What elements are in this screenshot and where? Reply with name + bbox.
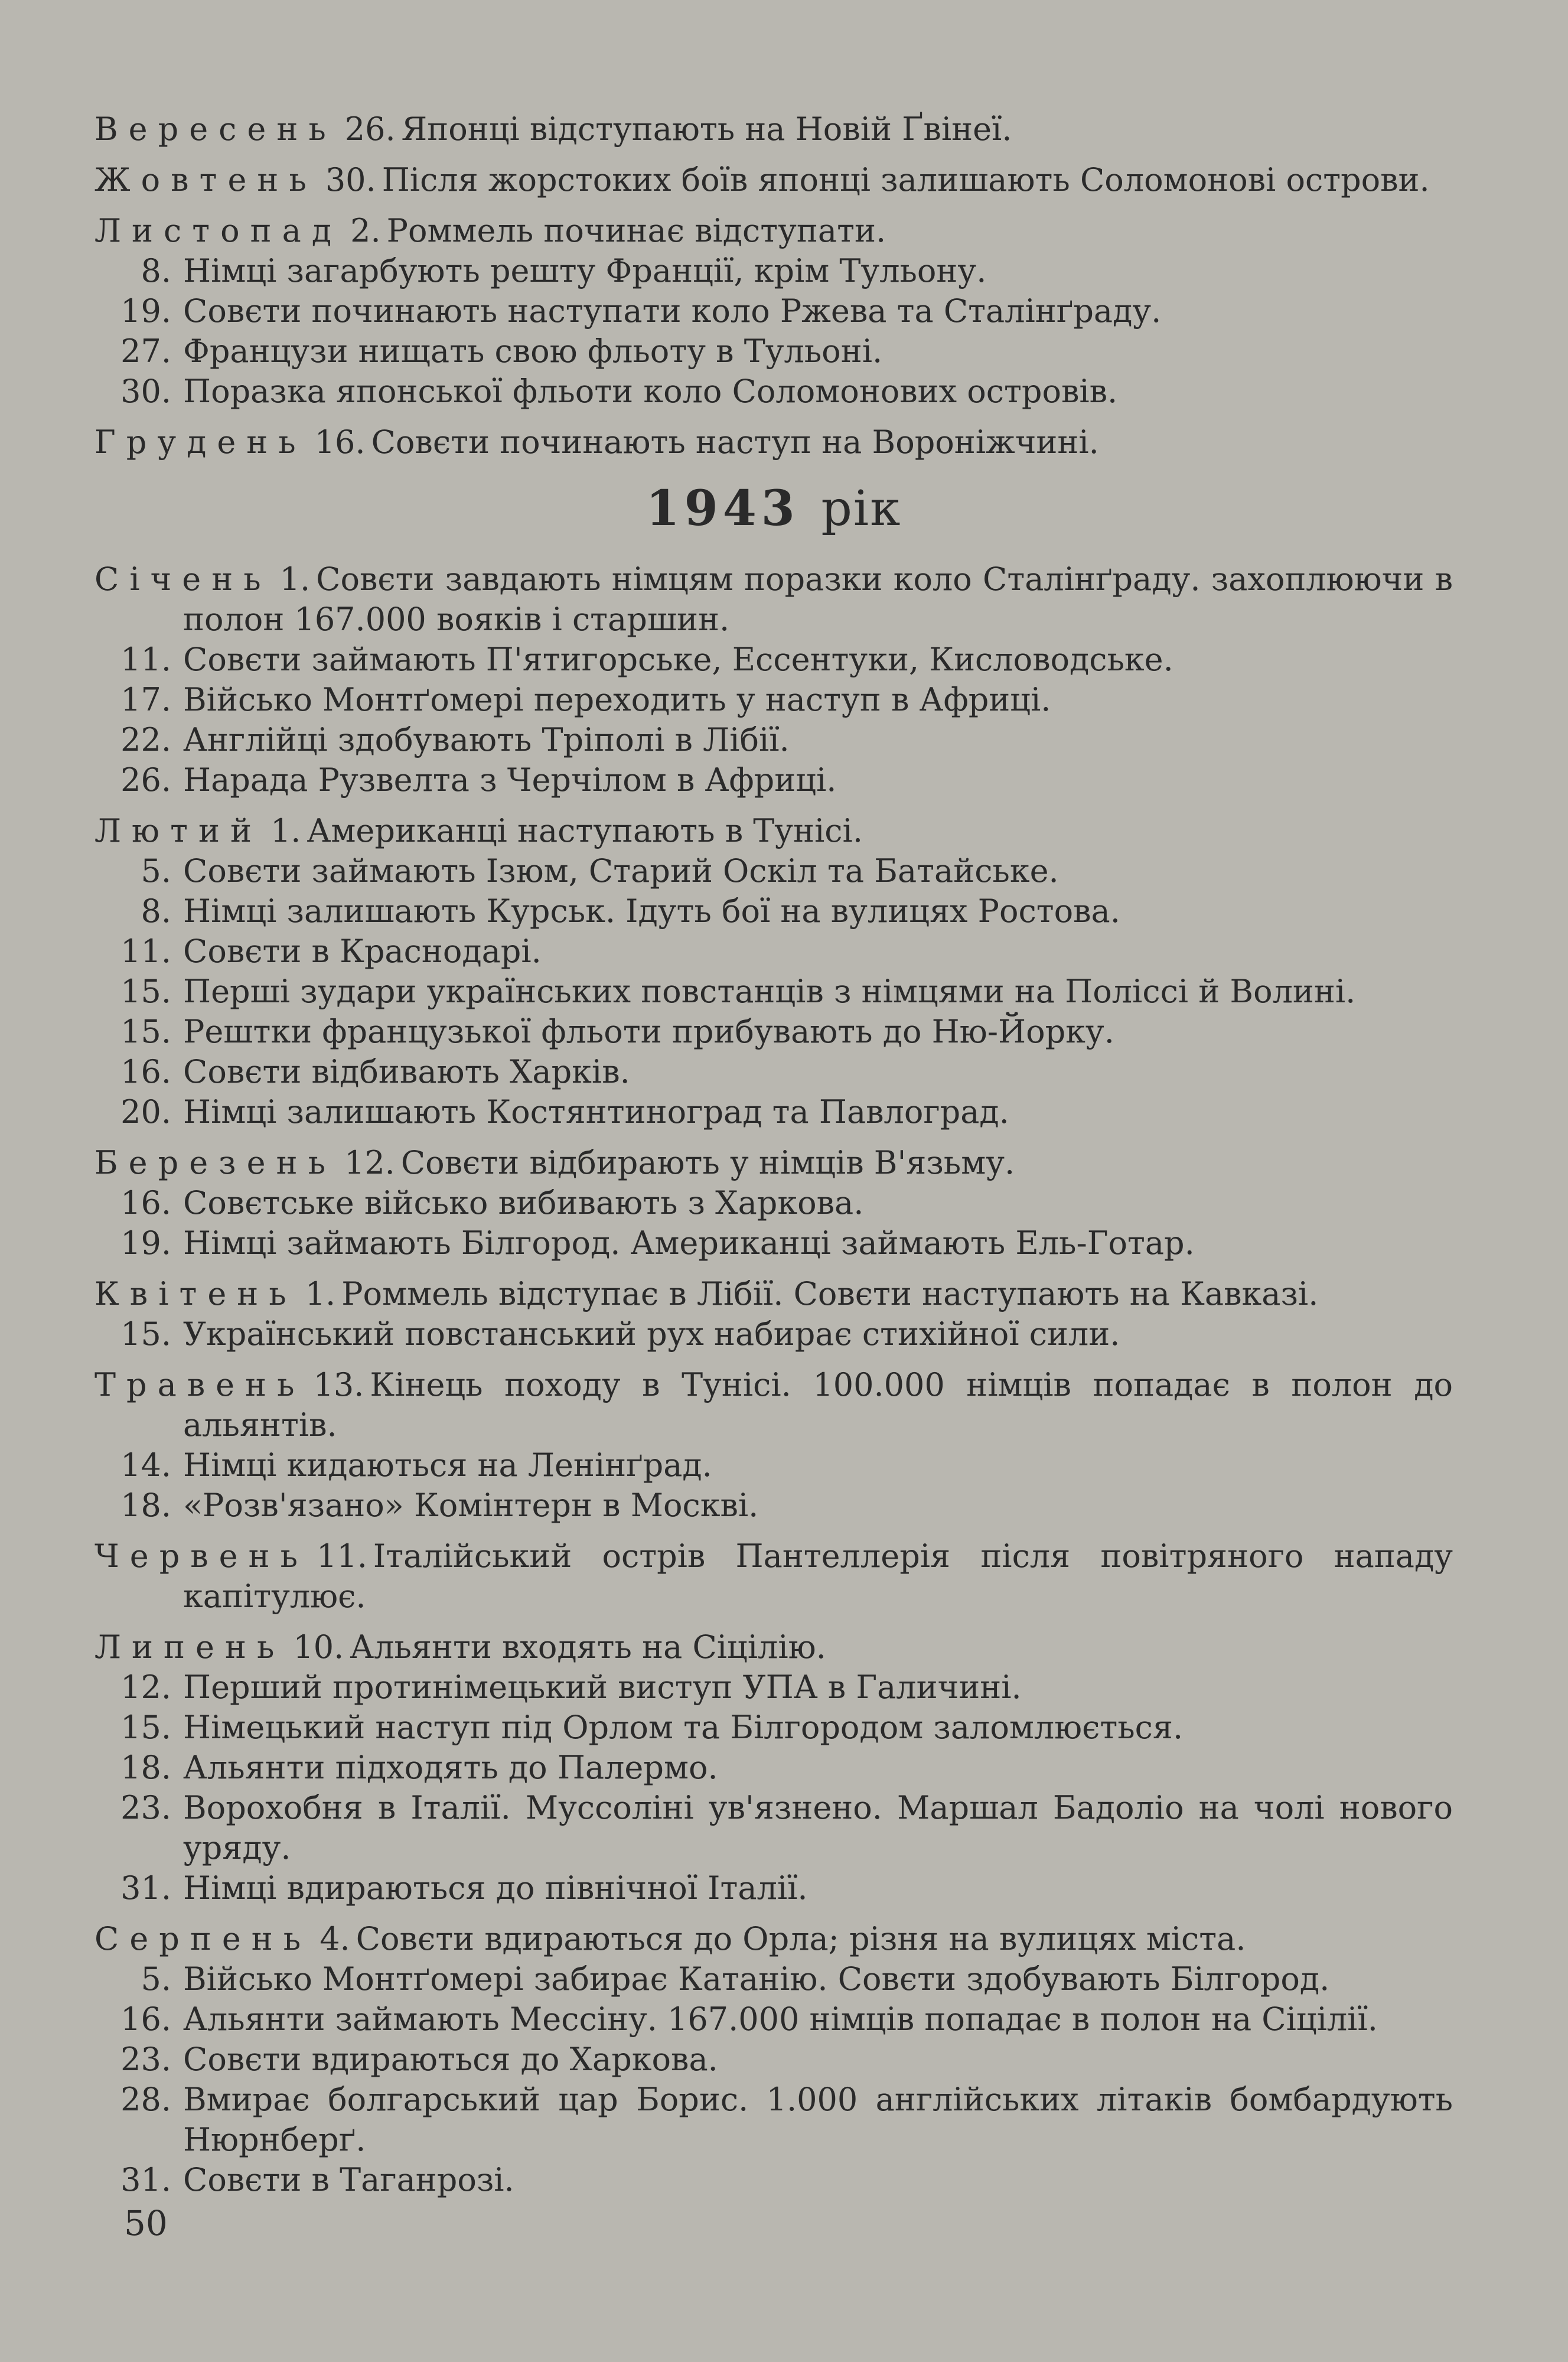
month-entry (94, 160, 1453, 200)
chronology-entry (94, 291, 1453, 331)
chronology-entry (94, 1788, 1453, 1868)
entry-text: Після жорстоких боїв японці залишають Соломонові острови. (382, 161, 1430, 198)
entry-text: Японці відступають на Новій Ґвінеї. (401, 110, 1012, 148)
month-gap (94, 800, 1453, 811)
entry-day: 15. (120, 1315, 171, 1353)
entry-text: Альянти входять на Сіцілію. (350, 1628, 826, 1666)
month-name: Листопад (94, 212, 343, 249)
entry-text: Поразка японської фльоти коло Соломонових островів. (183, 373, 1118, 410)
month-entry (94, 211, 1453, 251)
chronology-content (94, 109, 1453, 2200)
entry-day: 11. (120, 641, 171, 678)
entry-day: 27. (120, 333, 171, 370)
month-name: Червень (94, 1537, 309, 1575)
entry-text: Альянти підходять до Палермо. (183, 1749, 718, 1786)
entry-day: 18. (120, 1749, 171, 1786)
chronology-entry (94, 331, 1453, 372)
entry-text: Військо Монтґомері переходить у наступ в Африці. (183, 681, 1051, 718)
month-gap (94, 1132, 1453, 1143)
month-name: Квітень (94, 1275, 297, 1312)
entry-day: 16. (120, 2001, 171, 2038)
chronology-entry (94, 891, 1453, 931)
entry-text: Італійський острів Пантеллерія після повітряного нападу капітулює. (183, 1537, 1453, 1615)
entry-text: Совєти вдираються до Орла; різня на вулицях міста. (356, 1920, 1246, 1957)
entry-text: Совєти починають наступ на Вороніжчині. (371, 423, 1099, 461)
entry-text: Совєти вдираються до Харкова. (183, 2041, 718, 2078)
chronology-entry (94, 1999, 1453, 2040)
month-entry (94, 109, 1453, 149)
month-entry (94, 1274, 1453, 1314)
chronology-entry (94, 931, 1453, 972)
entry-text: Перший протинімецький виступ УПА в Галичині. (183, 1669, 1022, 1706)
month-entry (94, 559, 1453, 640)
month-entry (94, 1536, 1453, 1617)
entry-day: 23. (120, 1789, 171, 1826)
entry-day: 18. (120, 1487, 171, 1524)
entry-day: 1. (279, 561, 311, 598)
month-name: Лютий (94, 812, 262, 849)
entry-day: 11. (120, 933, 171, 970)
chronology-entry (94, 720, 1453, 760)
entry-text: Роммель починає відступати. (386, 212, 886, 249)
chronology-entry (94, 1868, 1453, 1908)
entry-day: 5. (141, 852, 171, 890)
entry-text: Нарада Рузвелта з Черчілом в Африці. (183, 761, 837, 799)
month-entry (94, 811, 1453, 851)
entry-day: 26. (120, 761, 171, 799)
entry-text: Англійці здобувають Тріполі в Лібії. (183, 721, 790, 758)
entry-day: 8. (141, 892, 171, 930)
entry-day: 15. (120, 973, 171, 1010)
year-number: 1943 (646, 480, 800, 537)
chronology-entry (94, 1748, 1453, 1788)
entry-day: 31. (120, 2161, 171, 2198)
chronology-entry (94, 851, 1453, 891)
chronology-entry (94, 1445, 1453, 1485)
entry-text: Совєти відбирають у німців В'язьму. (400, 1144, 1015, 1181)
month-gap (94, 1354, 1453, 1365)
entry-day: 16. (120, 1053, 171, 1090)
chronology-entry (94, 1052, 1453, 1092)
entry-day: 30. (325, 161, 376, 198)
entry-day: 8. (141, 252, 171, 289)
entry-text: Військо Монтґомері забирає Катанію. Совєти здобувають Білгород. (183, 1960, 1330, 1998)
month-entry (94, 1919, 1453, 1959)
chronology-entry (94, 1667, 1453, 1708)
chronology-entry (94, 1012, 1453, 1052)
entry-day: 28. (120, 2081, 171, 2118)
entry-day: 1. (270, 812, 301, 849)
year-suffix: рік (821, 481, 902, 537)
entry-text: Совєти займають П'ятигорське, Ессентуки, Кисловодське. (183, 641, 1173, 678)
entry-day: 11. (317, 1537, 367, 1575)
chronology-entry (94, 1314, 1453, 1354)
month-name: Березень (94, 1144, 336, 1181)
entry-day: 26. (344, 110, 396, 148)
entry-text: Кінець походу в Тунісі. 100.000 німців попадає в полон до альянтів. (183, 1366, 1453, 1444)
entry-text: Перші зудари українських повстанців з німцями на Поліссі й Волині. (183, 973, 1356, 1010)
entry-day: 1. (305, 1275, 336, 1312)
year-heading (94, 480, 1453, 537)
month-entry (94, 422, 1453, 462)
entry-text: Німці залишають Костянтиноград та Павлоград. (183, 1093, 1009, 1130)
chronology-entry (94, 1959, 1453, 1999)
month-gap (94, 1617, 1453, 1627)
entry-text: Совєти в Таганрозі. (183, 2161, 514, 2198)
month-entry (94, 1627, 1453, 1667)
entry-text: «Розв'язано» Комінтерн в Москві. (183, 1487, 759, 1524)
entry-text: Ворохобня в Італії. Муссоліні ув'язнено. Маршал Бадоліо на чолі нового уряду. (183, 1789, 1453, 1866)
month-name: Вересень (94, 110, 337, 148)
entry-text: Німці вдираються до північної Італії. (183, 1869, 808, 1907)
entry-day: 20. (120, 1093, 171, 1130)
chronology-entry (94, 2040, 1453, 2080)
month-gap (94, 1263, 1453, 1274)
month-gap (94, 1526, 1453, 1536)
entry-text: Совєти відбивають Харків. (183, 1053, 630, 1090)
entry-day: 15. (120, 1013, 171, 1050)
month-name: Жовтень (94, 161, 317, 198)
month-gap (94, 200, 1453, 211)
entry-text: Вмирає болгарський цар Борис. 1.000 англійських літаків бомбардують Нюрнберґ. (183, 2081, 1453, 2158)
chronology-entry (94, 372, 1453, 412)
entry-text: Німці залишають Курськ. Ідуть бої на вулицях Ростова. (183, 892, 1120, 930)
chronology-page (94, 109, 1453, 2200)
entry-text: Альянти займають Мессіну. 167.000 німців попадає в полон на Сіцілії. (183, 2001, 1378, 2038)
month-gap (94, 1908, 1453, 1919)
entry-day: 16. (314, 423, 366, 461)
entry-text: Совєти завдають німцям поразки коло Сталінґраду. захоплюючи в полон 167.000 вояків і старшин. (183, 561, 1453, 638)
entry-day: 15. (120, 1709, 171, 1746)
entry-day: 31. (120, 1869, 171, 1907)
entry-day: 16. (120, 1184, 171, 1221)
chronology-entry (94, 1485, 1453, 1526)
chronology-entry (94, 2080, 1453, 2160)
entry-text: Совєтське військо вибивають з Харкова. (183, 1184, 864, 1221)
chronology-entry (94, 680, 1453, 720)
chronology-entry (94, 972, 1453, 1012)
page-number: 50 (124, 2203, 168, 2243)
entry-day: 19. (120, 292, 171, 330)
entry-text: Совєти займають Ізюм, Старий Оскіл та Батайське. (183, 852, 1059, 890)
chronology-entry (94, 251, 1453, 291)
chronology-entry (94, 1708, 1453, 1748)
entry-text: Український повстанський рух набирає стихійної сили. (183, 1315, 1120, 1353)
entry-day: 12. (344, 1144, 395, 1181)
chronology-entry (94, 760, 1453, 800)
entry-text: Німецький наступ під Орлом та Білгородом заломлюється. (183, 1709, 1184, 1746)
month-entry (94, 1143, 1453, 1183)
month-gap (94, 549, 1453, 559)
entry-day: 30. (120, 373, 171, 410)
entry-text: Роммель відступає в Лібії. Совєти наступають на Кавказі. (341, 1275, 1319, 1312)
chronology-entry (94, 1223, 1453, 1263)
month-name: Липень (94, 1628, 285, 1666)
entry-day: 10. (293, 1628, 344, 1666)
entry-text: Рештки французької фльоти прибувають до Ню-Йорку. (183, 1013, 1114, 1050)
entry-day: 19. (120, 1224, 171, 1262)
entry-day: 22. (120, 721, 171, 758)
entry-text: Німці займають Білгород. Американці займають Ель-Готар. (183, 1224, 1195, 1262)
entry-text: Німці загарбують решту Франції, крім Тульону. (183, 252, 987, 289)
month-name: Грудень (94, 423, 307, 461)
entry-text: Німці кидаються на Ленінґрад. (183, 1446, 712, 1484)
entry-day: 14. (120, 1446, 171, 1484)
entry-day: 13. (313, 1366, 364, 1403)
month-gap (94, 412, 1453, 422)
entry-day: 4. (320, 1920, 350, 1957)
chronology-entry (94, 640, 1453, 680)
chronology-entry (94, 1183, 1453, 1223)
entry-day: 17. (120, 681, 171, 718)
entry-day: 2. (350, 212, 381, 249)
month-entry (94, 1365, 1453, 1445)
entry-text: Французи нищать свою фльоту в Тульоні. (183, 333, 883, 370)
entry-text: Американці наступають в Тунісі. (307, 812, 863, 849)
entry-text: Совєти в Краснодарі. (183, 933, 542, 970)
entry-day: 23. (120, 2041, 171, 2078)
entry-day: 12. (120, 1669, 171, 1706)
month-name: Серпень (94, 1920, 312, 1957)
month-gap (94, 149, 1453, 160)
entry-day: 5. (141, 1960, 171, 1998)
chronology-entry (94, 1092, 1453, 1132)
month-name: Січень (94, 561, 272, 598)
chronology-entry (94, 2160, 1453, 2200)
month-name: Травень (94, 1366, 305, 1403)
entry-text: Совєти починають наступати коло Ржева та Сталінґраду. (183, 292, 1162, 330)
